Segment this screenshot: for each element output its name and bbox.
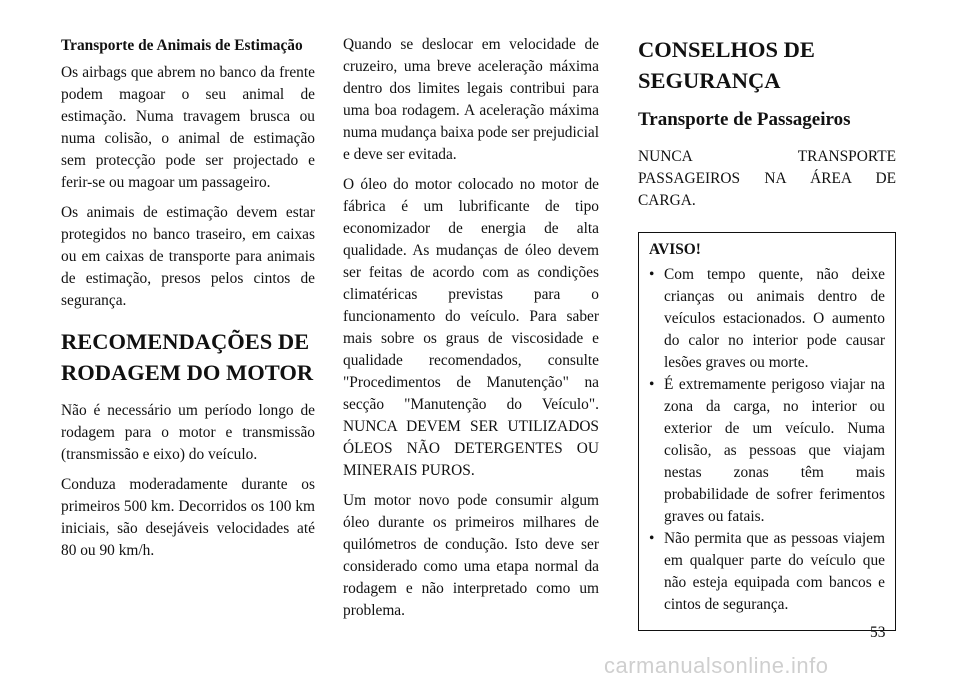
- pet-airbag-paragraph: Os airbags que abrem no banco da frente podem magoar o seu animal de estimação. Numa travagem brusca ou numa colisão, o animal de estimação sem protecção pode ser projectado e ferir-se ou magoar um passageiro.: [61, 64, 315, 191]
- oil-consumption-paragraph: Um motor novo pode consumir algum óleo durante os primeiros milhares de quilómetros de condução. Isto deve ser considerado como uma etapa normal da rodagem e não interpretado como um problema.: [343, 492, 599, 619]
- bullet-icon: •: [649, 530, 655, 547]
- acceleration-paragraph: Quando se deslocar em velocidade de cruzeiro, uma breve aceleração máxima dentro dos limites legais contribui para uma boa rodagem. A aceleração máxima numa mudança baixa pode ser prejudicial e deve ser evitada.: [343, 36, 599, 163]
- warning-item: [649, 374, 885, 528]
- right-column: [638, 34, 896, 631]
- break-in-heading: RECOMENDAÇÕES DE RODAGEM DO MOTOR: [61, 329, 314, 385]
- warning-list: [649, 264, 885, 616]
- bullet-icon: •: [649, 266, 655, 283]
- passenger-transport-subheading: Transporte de Passageiros: [638, 109, 851, 130]
- bullet-icon: •: [649, 376, 655, 393]
- warning-item: [649, 264, 885, 374]
- pet-restraint-paragraph: Os animais de estimação devem estar protegidos no banco traseiro, em caixas ou em caixas de transporte para animais de estimação, presos pelos cintos de segurança.: [61, 204, 315, 309]
- cargo-area-paragraph: NUNCA TRANSPORTE PASSAGEIROS NA ÁREA DE CARGA.: [638, 148, 896, 209]
- break-in-paragraph-1: Não é necessário um período longo de rodagem para o motor e transmissão (transmissão e eixo) do veículo.: [61, 402, 315, 463]
- middle-column: [343, 34, 599, 630]
- break-in-paragraph-2: Conduza moderadamente durante os primeiros 500 km. Decorridos os 100 km iniciais, são desejáveis velocidades até 80 ou 90 km/h.: [61, 476, 315, 559]
- page-number: 53: [870, 624, 886, 641]
- warning-item-text: Não permita que as pessoas viajem em qualquer parte do veículo que não esteja equipada com bancos e cintos de segurança.: [664, 530, 885, 613]
- warning-item-text: Com tempo quente, não deixe crianças ou animais dentro de veículos estacionados. O aumento do calor no interior pode causar lesões graves ou morte.: [664, 266, 885, 371]
- warning-box: [638, 232, 896, 631]
- warning-title: AVISO!: [649, 241, 701, 258]
- warning-item-text: É extremamente perigoso viajar na zona da carga, no interior ou exterior de um veículo. Numa colisão, as pessoas que viajam nestas zonas têm mais probabilidade de sofrer ferimentos graves ou fatais.: [664, 376, 885, 525]
- watermark: carmanualsonline.info: [604, 653, 829, 678]
- pet-transport-subheading: Transporte de Animais de Estimação: [61, 37, 303, 54]
- engine-oil-paragraph: O óleo do motor colocado no motor de fábrica é um lubrificante de tipo economizador de energia de alta qualidade. As mudanças de óleo devem ser feitas de acordo com as condições climatéricas previstas para o funcionamento do veículo. Para saber mais sobre os graus de viscosidade e qualidade recomendados, consulte "Procedimentos de Manutenção" na secção "Manutenção do Veículo". NUNCA DEVEM SER UTILIZADOS ÓLEOS NÃO DETERGENTES OU MINERAIS PUROS.: [343, 176, 599, 479]
- safety-tips-heading: CONSELHOS DE SEGURANÇA: [638, 37, 815, 93]
- warning-item: [649, 528, 885, 616]
- left-column: [61, 34, 315, 570]
